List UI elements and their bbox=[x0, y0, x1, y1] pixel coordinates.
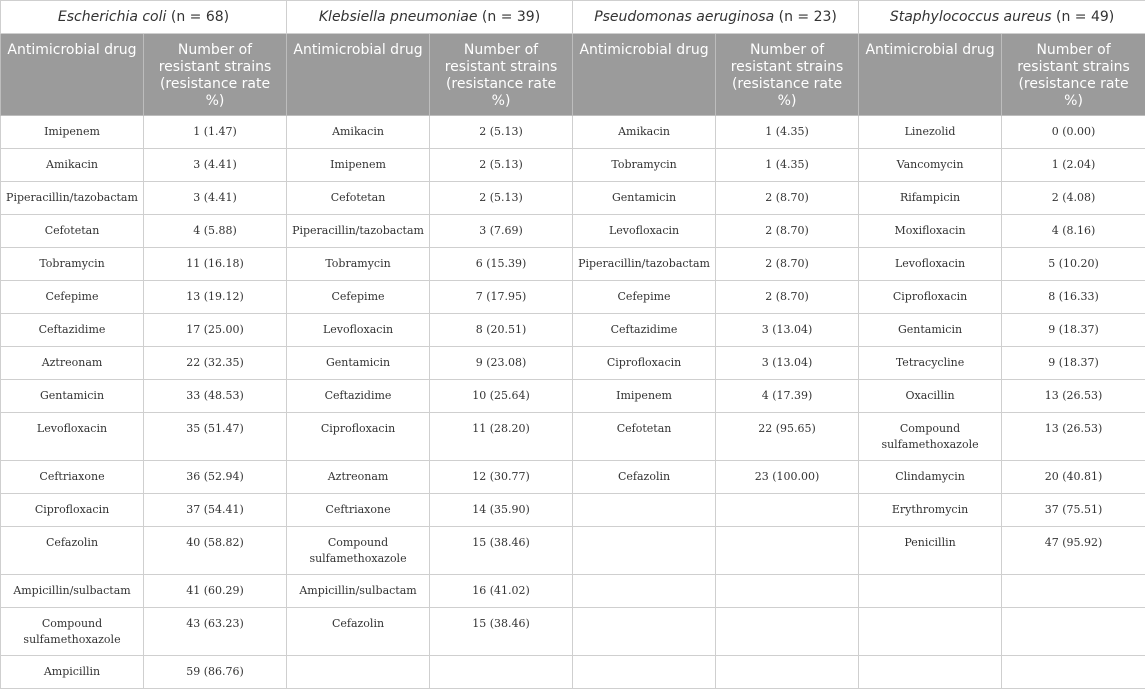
resistance-cell: 8 (16.33) bbox=[1002, 281, 1145, 314]
organism-name: Klebsiella pneumoniae bbox=[318, 9, 478, 25]
drug-cell: Tetracycline bbox=[859, 347, 1002, 380]
resistance-cell: 2 (8.70) bbox=[716, 182, 859, 215]
resistance-cell: 4 (17.39) bbox=[716, 380, 859, 413]
drug-cell: Erythromycin bbox=[859, 494, 1002, 527]
resistance-cell: 2 (5.13) bbox=[430, 149, 573, 182]
table-row bbox=[1, 527, 1145, 575]
table-row bbox=[1, 575, 1145, 608]
organism-header bbox=[859, 1, 1145, 34]
table-row bbox=[1, 248, 1145, 281]
resistance-cell: 5 (10.20) bbox=[1002, 248, 1145, 281]
table-row bbox=[1, 347, 1145, 380]
drug-cell: Ceftazidime bbox=[1, 314, 144, 347]
table-row bbox=[1, 314, 1145, 347]
resistance-cell: 2 (8.70) bbox=[716, 281, 859, 314]
drug-cell: Cefepime bbox=[287, 281, 430, 314]
resistance-cell: 8 (20.51) bbox=[430, 314, 573, 347]
drug-cell: Gentamicin bbox=[287, 347, 430, 380]
drug-cell: Cefotetan bbox=[1, 215, 144, 248]
organism-name: Pseudomonas aeruginosa bbox=[594, 9, 775, 25]
drug-cell: Vancomycin bbox=[859, 149, 1002, 182]
drug-cell: Ceftriaxone bbox=[1, 461, 144, 494]
drug-cell bbox=[859, 608, 1002, 656]
table-row bbox=[1, 215, 1145, 248]
drug-cell: Levofloxacin bbox=[1, 413, 144, 461]
drug-cell: Levofloxacin bbox=[573, 215, 716, 248]
resistance-cell: 14 (35.90) bbox=[430, 494, 573, 527]
resistance-cell: 15 (38.46) bbox=[430, 527, 573, 575]
drug-cell: Clindamycin bbox=[859, 461, 1002, 494]
drug-cell: Cefazolin bbox=[1, 527, 144, 575]
drug-cell: Cefepime bbox=[573, 281, 716, 314]
resistance-cell: 23 (100.00) bbox=[716, 461, 859, 494]
resistance-cell: 3 (4.41) bbox=[144, 182, 287, 215]
drug-cell: Gentamicin bbox=[573, 182, 716, 215]
resistance-cell: 2 (4.08) bbox=[1002, 182, 1145, 215]
drug-cell: Tobramycin bbox=[1, 248, 144, 281]
column-header-resistant: Number of resistant strains (resistance rate %) bbox=[144, 34, 287, 116]
drug-cell: Tobramycin bbox=[287, 248, 430, 281]
drug-cell: Aztreonam bbox=[1, 347, 144, 380]
resistance-cell: 40 (58.82) bbox=[144, 527, 287, 575]
drug-cell: Levofloxacin bbox=[859, 248, 1002, 281]
drug-cell: Imipenem bbox=[1, 116, 144, 149]
resistance-cell: 41 (60.29) bbox=[144, 575, 287, 608]
resistance-cell: 2 (5.13) bbox=[430, 116, 573, 149]
table-row bbox=[1, 656, 1145, 689]
drug-cell bbox=[573, 575, 716, 608]
resistance-cell: 1 (1.47) bbox=[144, 116, 287, 149]
drug-cell: Piperacillin/tazobactam bbox=[287, 215, 430, 248]
organism-name: Escherichia coli bbox=[57, 9, 167, 25]
drug-cell: Cefotetan bbox=[287, 182, 430, 215]
resistance-cell: 3 (13.04) bbox=[716, 314, 859, 347]
resistance-cell bbox=[430, 656, 573, 689]
resistance-cell bbox=[716, 527, 859, 575]
drug-cell: Rifampicin bbox=[859, 182, 1002, 215]
resistance-cell: 16 (41.02) bbox=[430, 575, 573, 608]
organism-header bbox=[287, 1, 573, 34]
drug-cell: Cefazolin bbox=[287, 608, 430, 656]
resistance-cell: 59 (86.76) bbox=[144, 656, 287, 689]
resistance-cell bbox=[716, 656, 859, 689]
drug-cell: Ceftazidime bbox=[287, 380, 430, 413]
drug-cell: Gentamicin bbox=[1, 380, 144, 413]
drug-cell: Levofloxacin bbox=[287, 314, 430, 347]
resistance-cell bbox=[716, 608, 859, 656]
table-body bbox=[1, 116, 1145, 689]
resistance-cell: 4 (8.16) bbox=[1002, 215, 1145, 248]
organism-count: (n = 39) bbox=[477, 9, 541, 25]
drug-cell: Compound sulfamethoxazole bbox=[1, 608, 144, 656]
resistance-cell: 3 (7.69) bbox=[430, 215, 573, 248]
column-header-row bbox=[1, 34, 1145, 116]
drug-cell: Ciprofloxacin bbox=[859, 281, 1002, 314]
drug-cell bbox=[573, 527, 716, 575]
organism-name: Staphylococcus aureus bbox=[889, 9, 1052, 25]
resistance-cell: 35 (51.47) bbox=[144, 413, 287, 461]
resistance-cell: 9 (23.08) bbox=[430, 347, 573, 380]
drug-cell bbox=[573, 608, 716, 656]
table-row bbox=[1, 281, 1145, 314]
drug-cell: Compound sulfamethoxazole bbox=[287, 527, 430, 575]
column-header-drug: Antimicrobial drug bbox=[573, 34, 716, 116]
resistance-cell: 47 (95.92) bbox=[1002, 527, 1145, 575]
drug-cell: Ciprofloxacin bbox=[1, 494, 144, 527]
resistance-cell bbox=[716, 575, 859, 608]
resistance-cell: 13 (19.12) bbox=[144, 281, 287, 314]
resistance-cell: 9 (18.37) bbox=[1002, 347, 1145, 380]
resistance-cell bbox=[1002, 608, 1145, 656]
drug-cell: Linezolid bbox=[859, 116, 1002, 149]
drug-cell: Ceftazidime bbox=[573, 314, 716, 347]
drug-cell: Ciprofloxacin bbox=[573, 347, 716, 380]
resistance-cell: 0 (0.00) bbox=[1002, 116, 1145, 149]
resistance-cell: 6 (15.39) bbox=[430, 248, 573, 281]
drug-cell: Moxifloxacin bbox=[859, 215, 1002, 248]
column-header-resistant: Number of resistant strains (resistance rate %) bbox=[1002, 34, 1145, 116]
drug-cell: Piperacillin/tazobactam bbox=[1, 182, 144, 215]
column-header-drug: Antimicrobial drug bbox=[1, 34, 144, 116]
resistance-cell: 12 (30.77) bbox=[430, 461, 573, 494]
table-row bbox=[1, 494, 1145, 527]
drug-cell: Amikacin bbox=[287, 116, 430, 149]
drug-cell: Ampicillin bbox=[1, 656, 144, 689]
resistance-cell: 2 (5.13) bbox=[430, 182, 573, 215]
drug-cell: Amikacin bbox=[1, 149, 144, 182]
drug-cell: Cefepime bbox=[1, 281, 144, 314]
drug-cell bbox=[859, 575, 1002, 608]
drug-cell: Aztreonam bbox=[287, 461, 430, 494]
resistance-cell: 36 (52.94) bbox=[144, 461, 287, 494]
organism-count: (n = 49) bbox=[1051, 9, 1115, 25]
resistance-cell: 3 (13.04) bbox=[716, 347, 859, 380]
resistance-cell: 3 (4.41) bbox=[144, 149, 287, 182]
resistance-cell: 17 (25.00) bbox=[144, 314, 287, 347]
drug-cell: Cefazolin bbox=[573, 461, 716, 494]
drug-cell: Compound sulfamethoxazole bbox=[859, 413, 1002, 461]
drug-cell: Penicillin bbox=[859, 527, 1002, 575]
resistance-cell: 13 (26.53) bbox=[1002, 413, 1145, 461]
drug-cell: Imipenem bbox=[573, 380, 716, 413]
resistance-cell bbox=[1002, 575, 1145, 608]
resistance-cell: 1 (2.04) bbox=[1002, 149, 1145, 182]
drug-cell: Ampicillin/sulbactam bbox=[287, 575, 430, 608]
resistance-cell: 13 (26.53) bbox=[1002, 380, 1145, 413]
resistance-cell: 20 (40.81) bbox=[1002, 461, 1145, 494]
resistance-cell: 4 (5.88) bbox=[144, 215, 287, 248]
resistance-cell: 15 (38.46) bbox=[430, 608, 573, 656]
resistance-cell: 2 (8.70) bbox=[716, 248, 859, 281]
resistance-cell: 33 (48.53) bbox=[144, 380, 287, 413]
drug-cell bbox=[573, 494, 716, 527]
table-row bbox=[1, 608, 1145, 656]
organism-count: (n = 68) bbox=[166, 9, 230, 25]
drug-cell: Ceftriaxone bbox=[287, 494, 430, 527]
resistance-cell: 22 (32.35) bbox=[144, 347, 287, 380]
resistance-cell: 43 (63.23) bbox=[144, 608, 287, 656]
drug-cell bbox=[287, 656, 430, 689]
resistance-cell: 9 (18.37) bbox=[1002, 314, 1145, 347]
resistance-cell: 1 (4.35) bbox=[716, 149, 859, 182]
organism-header-row bbox=[1, 1, 1145, 34]
table-row bbox=[1, 182, 1145, 215]
resistance-cell bbox=[716, 494, 859, 527]
resistance-cell: 10 (25.64) bbox=[430, 380, 573, 413]
column-header-drug: Antimicrobial drug bbox=[859, 34, 1002, 116]
drug-cell: Piperacillin/tazobactam bbox=[573, 248, 716, 281]
drug-cell: Amikacin bbox=[573, 116, 716, 149]
table-row bbox=[1, 461, 1145, 494]
drug-cell: Imipenem bbox=[287, 149, 430, 182]
drug-cell bbox=[859, 656, 1002, 689]
resistance-cell: 7 (17.95) bbox=[430, 281, 573, 314]
column-header-resistant: Number of resistant strains (resistance rate %) bbox=[430, 34, 573, 116]
table-row bbox=[1, 149, 1145, 182]
drug-cell: Ampicillin/sulbactam bbox=[1, 575, 144, 608]
resistance-cell: 11 (28.20) bbox=[430, 413, 573, 461]
resistance-cell: 1 (4.35) bbox=[716, 116, 859, 149]
resistance-cell: 37 (75.51) bbox=[1002, 494, 1145, 527]
column-header-resistant: Number of resistant strains (resistance rate %) bbox=[716, 34, 859, 116]
resistance-cell: 2 (8.70) bbox=[716, 215, 859, 248]
table-row bbox=[1, 413, 1145, 461]
drug-cell: Cefotetan bbox=[573, 413, 716, 461]
table-row bbox=[1, 380, 1145, 413]
resistance-cell: 11 (16.18) bbox=[144, 248, 287, 281]
organism-header bbox=[573, 1, 859, 34]
resistance-cell bbox=[1002, 656, 1145, 689]
drug-cell bbox=[573, 656, 716, 689]
table-row bbox=[1, 116, 1145, 149]
drug-cell: Ciprofloxacin bbox=[287, 413, 430, 461]
column-header-drug: Antimicrobial drug bbox=[287, 34, 430, 116]
drug-cell: Gentamicin bbox=[859, 314, 1002, 347]
resistance-cell: 22 (95.65) bbox=[716, 413, 859, 461]
drug-cell: Tobramycin bbox=[573, 149, 716, 182]
resistance-cell: 37 (54.41) bbox=[144, 494, 287, 527]
organism-count: (n = 23) bbox=[774, 9, 837, 25]
drug-cell: Oxacillin bbox=[859, 380, 1002, 413]
organism-header bbox=[1, 1, 287, 34]
